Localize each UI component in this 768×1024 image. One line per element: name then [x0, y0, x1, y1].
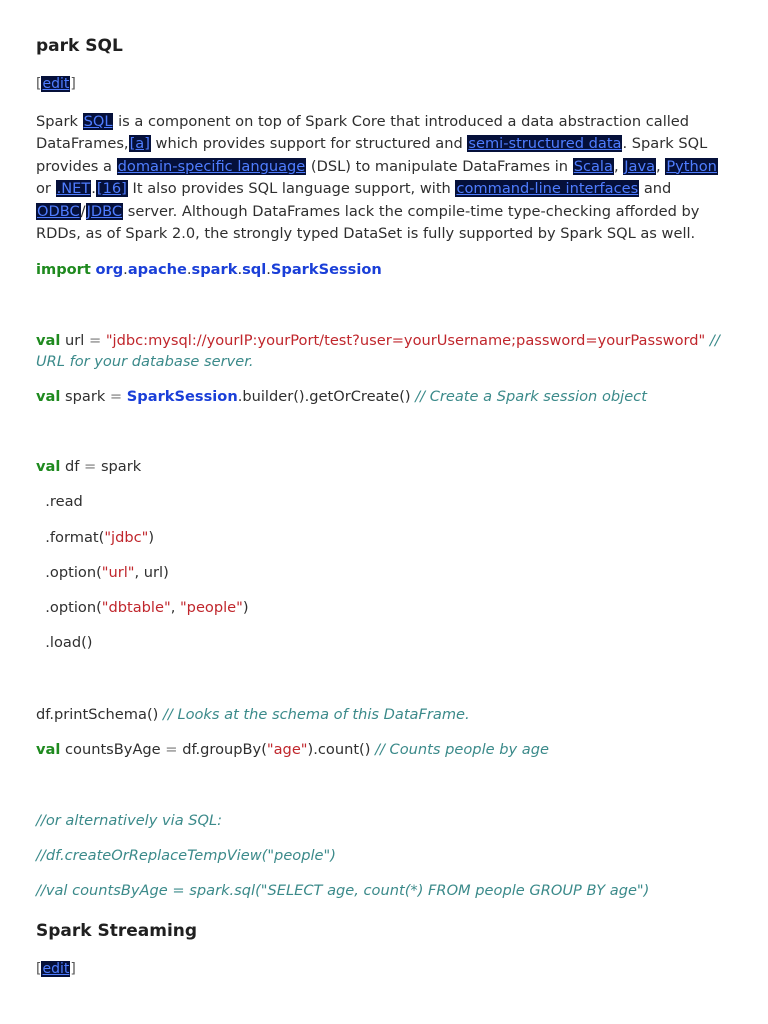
string: "jdbc"	[104, 529, 149, 546]
pkg: org	[95, 261, 124, 278]
edit-link[interactable]: edit	[42, 961, 70, 977]
op: =	[160, 741, 183, 758]
dot: .	[266, 261, 271, 278]
comment: // Create a Spark session object	[415, 388, 647, 405]
text: or	[36, 180, 56, 198]
link-odbc[interactable]: ODBC	[37, 202, 80, 220]
pkg: sql	[242, 261, 267, 278]
text: .	[91, 180, 96, 198]
code-comment-alt3: //val countsByAge = spark.sql("SELECT age, count(*) FROM people GROUP BY age")	[36, 882, 650, 899]
link-java[interactable]: Java	[624, 157, 656, 175]
text: server. Although DataFrames lack the compile-time type-checking afforded by RDDs, as of Spark 2.0, the strongly typed DataSet is fully supported by Spark SQL as well.	[36, 202, 700, 243]
keyword: val	[36, 741, 61, 758]
text: df.groupBy(	[182, 741, 267, 758]
edit-link[interactable]: edit	[42, 76, 70, 92]
op: =	[84, 332, 106, 349]
string: "url"	[101, 564, 135, 581]
link-jdbc[interactable]: JDBC	[86, 202, 123, 220]
link-python[interactable]: Python	[666, 157, 717, 175]
section-heading-spark-sql: park SQL	[36, 36, 123, 56]
text: (DSL) to manipulate DataFrames in	[306, 157, 573, 175]
var: countsByAge	[60, 741, 161, 758]
code-line-import	[36, 259, 382, 280]
bracket-open: [	[36, 961, 42, 977]
edit-section-link	[36, 961, 76, 977]
intro-paragraph	[36, 111, 726, 245]
text: )	[148, 529, 155, 546]
text: .option(	[36, 599, 102, 616]
link-sql[interactable]: SQL	[83, 113, 113, 130]
text: )	[242, 599, 249, 616]
code-line-format	[36, 527, 154, 548]
link-dotnet[interactable]: .NET	[56, 180, 91, 198]
code-line-load: .load()	[36, 634, 93, 651]
text: ,	[656, 157, 666, 175]
comment: // URL for your database server.	[36, 332, 720, 370]
keyword: import	[36, 261, 91, 278]
text: ,	[170, 599, 180, 616]
pkg: apache	[127, 261, 187, 278]
link-scala[interactable]: Scala	[573, 157, 613, 175]
code-comment-alt1: //or alternatively via SQL:	[36, 812, 223, 829]
bracket-open: [	[36, 76, 42, 92]
code-line-spark	[36, 386, 647, 407]
string: "dbtable"	[101, 599, 171, 616]
text: .option(	[36, 564, 102, 581]
code-line-url	[36, 330, 736, 372]
dot: .	[237, 261, 243, 278]
dot: .	[123, 261, 128, 278]
text: . Spark SQL provides a	[36, 135, 708, 175]
code-line-option-dbtable	[36, 597, 249, 618]
text: It also provides SQL language support, with	[127, 180, 456, 198]
string: "jdbc:mysql://yourIP:yourPort/test?user=yourUsername;password=yourPassword"	[105, 332, 706, 349]
text: ,	[613, 157, 624, 175]
keyword: val	[36, 332, 61, 349]
var: spark	[60, 388, 106, 405]
bracket-close: ]	[70, 76, 76, 92]
section-heading-spark-streaming: Spark Streaming	[36, 921, 198, 941]
text: ).count()	[307, 741, 376, 758]
link-cli[interactable]: command-line interfaces	[456, 180, 639, 198]
text: which provides support for structured and	[150, 135, 468, 153]
pkg: SparkSession	[270, 261, 382, 278]
bracket-close: ]	[70, 961, 76, 977]
code-comment-alt2: //df.createOrReplaceTempView("people")	[36, 847, 336, 864]
text: df.printSchema()	[36, 706, 163, 723]
code-line-option-url	[36, 562, 169, 583]
code-line-read: .read	[36, 493, 83, 510]
op: =	[105, 388, 127, 405]
pkg: spark	[191, 261, 238, 278]
op: =	[79, 458, 101, 475]
code-line-counts	[36, 739, 549, 760]
text: .format(	[36, 529, 105, 546]
text: /	[80, 202, 86, 220]
text: and	[639, 180, 672, 198]
text: Spark	[36, 113, 83, 130]
text: , url)	[134, 564, 169, 581]
footnote-16[interactable]: [16]	[96, 180, 127, 198]
keyword: val	[36, 458, 61, 475]
code-line-df	[36, 456, 141, 477]
string: "age"	[266, 741, 308, 758]
class: SparkSession	[126, 388, 238, 405]
text: is a component on top of Spark Core that introduced a data abstraction called DataFrames,	[36, 113, 690, 153]
var: df	[60, 458, 80, 475]
link-dsl[interactable]: domain-specific language	[117, 157, 306, 175]
link-semi-structured-data[interactable]: semi-structured data	[468, 135, 622, 153]
text: .builder().getOrCreate()	[237, 388, 416, 405]
dot: .	[186, 261, 192, 278]
code-line-print-schema	[36, 704, 470, 725]
string: "people"	[179, 599, 243, 616]
text: spark	[100, 458, 142, 475]
var: url	[60, 332, 85, 349]
comment: // Looks at the schema of this DataFrame.	[162, 706, 470, 723]
comment: // Counts people by age	[375, 741, 549, 758]
edit-section-link	[36, 76, 76, 92]
keyword: val	[36, 388, 61, 405]
footnote-a[interactable]: [a]	[129, 135, 150, 153]
